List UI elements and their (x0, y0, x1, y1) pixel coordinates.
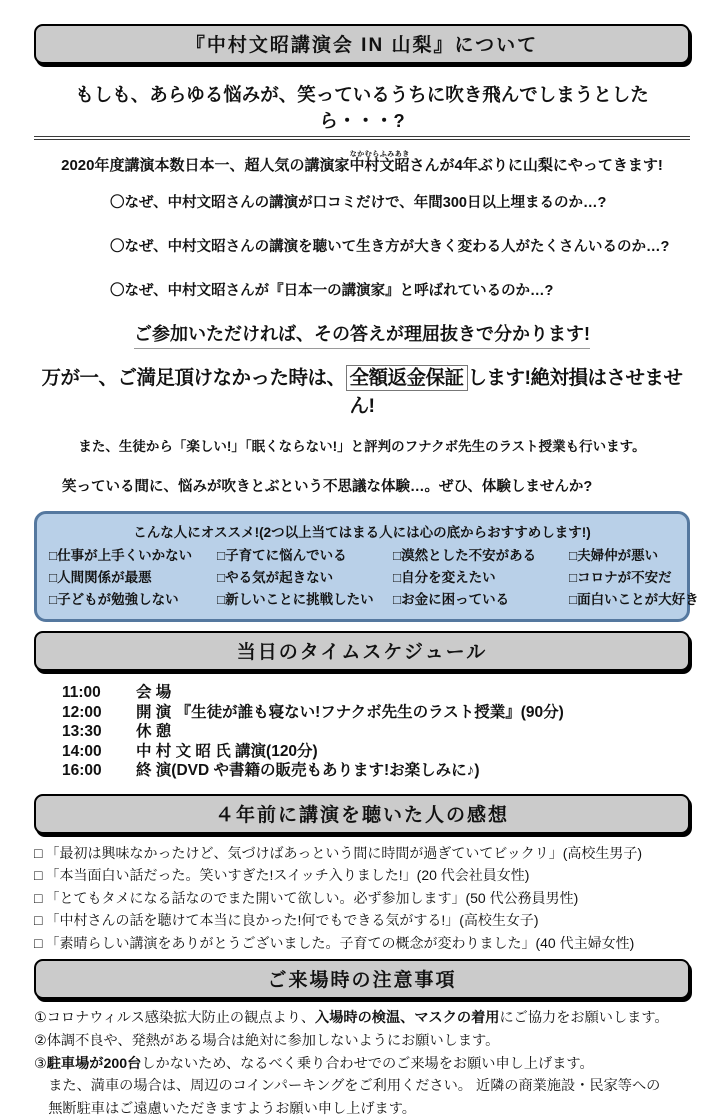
recommend-header: こんな人にオススメ!(2つ以上当てはまる人には心の底からおすすめします!) (133, 525, 591, 540)
note-row: 無断駐車はご遠慮いただきますようお願い申し上げます。 (34, 1100, 416, 1117)
schedule-label: 休 憩 (136, 723, 172, 740)
note-row: ①コロナウィルス感染拡大防止の観点より、入場時の検温、マスクの着用にご協力をお願いします。 (34, 1010, 669, 1027)
schedule-time: 14:00 (62, 742, 102, 760)
checkbox-icon: □ (49, 592, 58, 607)
checklist-item: □夫婦仲が悪い (569, 548, 659, 563)
lead-line: 2020年度講演本数日本一、超人気の講演家中村文昭なかむらふみあきさんが4年ぶりに山梨にやってきます! (61, 151, 663, 174)
schedule-list (34, 683, 690, 781)
note-row: また、満車の場合は、周辺のコインパーキングをご利用ください。 近隣の商業施設・民家等への (34, 1078, 661, 1095)
schedule-label: 会 場 (136, 684, 172, 701)
answer-line: ご参加いただければ、その答えが理屈抜きで分かります! (34, 320, 690, 349)
checkbox-icon: □ (34, 867, 43, 884)
checklist-item: □漠然とした不安がある (393, 548, 537, 563)
schedule-title: 当日のタイムスケジュール (236, 642, 488, 663)
checkbox-icon: □ (34, 912, 43, 929)
recommend-grid (49, 545, 699, 611)
schedule-time: 11:00 (62, 684, 101, 701)
testimonials-title: ４年前に講演を聴いた人の感想 (214, 804, 509, 826)
checkbox-icon: □ (34, 889, 43, 906)
notes-header-bar (34, 959, 690, 999)
checkbox-icon: □ (217, 548, 226, 563)
testimonial-row: □ 「とてもタメになる話なのでまた開いて欲しい。必ず参加します」(50 代公務員男性) (34, 889, 579, 906)
extra-note-2: 笑っている間に、悩みが吹きとぶという不思議な体験…。ぜひ、体験しませんか? (62, 479, 593, 495)
question-line: 〇なぜ、中村文昭さんが『日本一の講演家』と呼ばれているのか…? (110, 283, 554, 299)
recommend-box (34, 511, 699, 622)
checklist-item: □新しいことに挑戦したい (217, 592, 374, 607)
schedule-row (62, 722, 690, 742)
guarantee-line: 万が一、ご満足頂けなかった時は、 全額返金保証 します!絶対損はさせません! (41, 367, 683, 417)
checklist-item: □人間関係が最悪 (49, 570, 152, 585)
testimonial-row: □ 「中村さんの話を聴けて本当に良かった!何でもできる気がする!」(高校生女子) (34, 912, 539, 929)
checklist-item: □お金に困っている (393, 592, 510, 607)
extra-note-1: また、生徒から「楽しい!」「眠くならない!」と評判のフナクボ先生のラスト授業も行います。 (78, 439, 646, 454)
schedule-time: 12:00 (62, 703, 102, 721)
checkbox-icon: □ (49, 548, 58, 563)
testimonial-row: □ 「本当面白い話だった。笑いすぎた!スイッチ入りました!」(20 代会社員女性) (34, 867, 530, 884)
testimonial-row: □ 「最初は興味なかったけど、気づけばあっという間に時間が過ぎていてビックリ」(高校生男子) (34, 844, 643, 861)
testimonial-list (34, 842, 690, 955)
checklist-item: □やる気が起きない (217, 570, 334, 585)
checklist-item: □自分を変えたい (393, 570, 496, 585)
checklist-item: □コロナが不安だ (569, 570, 672, 585)
checkbox-icon: □ (49, 570, 58, 585)
checkbox-icon: □ (217, 570, 226, 585)
checklist-item: □子育てに悩んでいる (217, 548, 347, 563)
furigana: なかむらふみあき (349, 151, 410, 158)
question-line: 〇なぜ、中村文昭さんの講演を聴いて生き方が大きく変わる人がたくさんいるのか…? (110, 239, 670, 255)
checkbox-icon: □ (569, 592, 578, 607)
checklist-item: □仕事が上手くいかない (49, 548, 193, 563)
notes-list (34, 1007, 690, 1120)
note-row: ②体調不良や、発熱がある場合は絶対に参加しないようにお願いします。 (34, 1033, 500, 1050)
question-line: 〇なぜ、中村文昭さんの講演が口コミだけで、年間300日以上埋まるのか…? (110, 195, 607, 211)
checkbox-icon: □ (393, 592, 402, 607)
schedule-row (62, 683, 690, 703)
schedule-row (62, 761, 690, 781)
schedule-label: 開 演 『生徒が誰も寝ない!フナクボ先生のラスト授業』(90分) (136, 703, 564, 721)
notes-title: ご来場時の注意事項 (267, 970, 457, 992)
speaker-name-ruby: 中村文昭なかむらふみあき (349, 151, 410, 174)
checkbox-icon: □ (393, 548, 402, 563)
testimonials-header-bar (34, 794, 690, 834)
schedule-label: 中 村 文 昭 氏 講演(120分) (136, 742, 318, 760)
checklist-item: □面白いことが大好き (569, 592, 699, 607)
checkbox-icon: □ (393, 570, 402, 585)
checkbox-icon: □ (569, 570, 578, 585)
question-list (34, 191, 690, 300)
schedule-time: 13:30 (62, 723, 102, 740)
hook-line: もしも、あらゆる悩みが、笑っているうちに吹き飛んでしまうとしたら・・・? (34, 81, 690, 140)
schedule-label: 終 演(DVD や書籍の販売もあります!お楽しみに♪) (136, 762, 480, 779)
checkbox-icon: □ (569, 548, 578, 563)
schedule-time: 16:00 (62, 762, 102, 779)
note-row: ③駐車場が200台しかないため、なるべく乗り合わせでのご来場をお願い申し上げます。 (34, 1055, 594, 1072)
schedule-row (62, 703, 690, 723)
schedule-header-bar (34, 631, 690, 671)
checklist-item: □子どもが勉強しない (49, 592, 179, 607)
page-title: 『中村文昭講演会 IN 山梨』について (185, 35, 539, 56)
checkbox-icon: □ (34, 934, 43, 951)
money-back-badge: 全額返金保証 (346, 365, 468, 391)
checkbox-icon: □ (217, 592, 226, 607)
checkbox-icon: □ (34, 844, 43, 861)
testimonial-row: □ 「素晴らしい講演をありがとうございました。子育ての概念が変わりました」(40 代主婦女性) (34, 934, 635, 951)
schedule-row (62, 742, 690, 762)
title-bar (34, 24, 690, 64)
